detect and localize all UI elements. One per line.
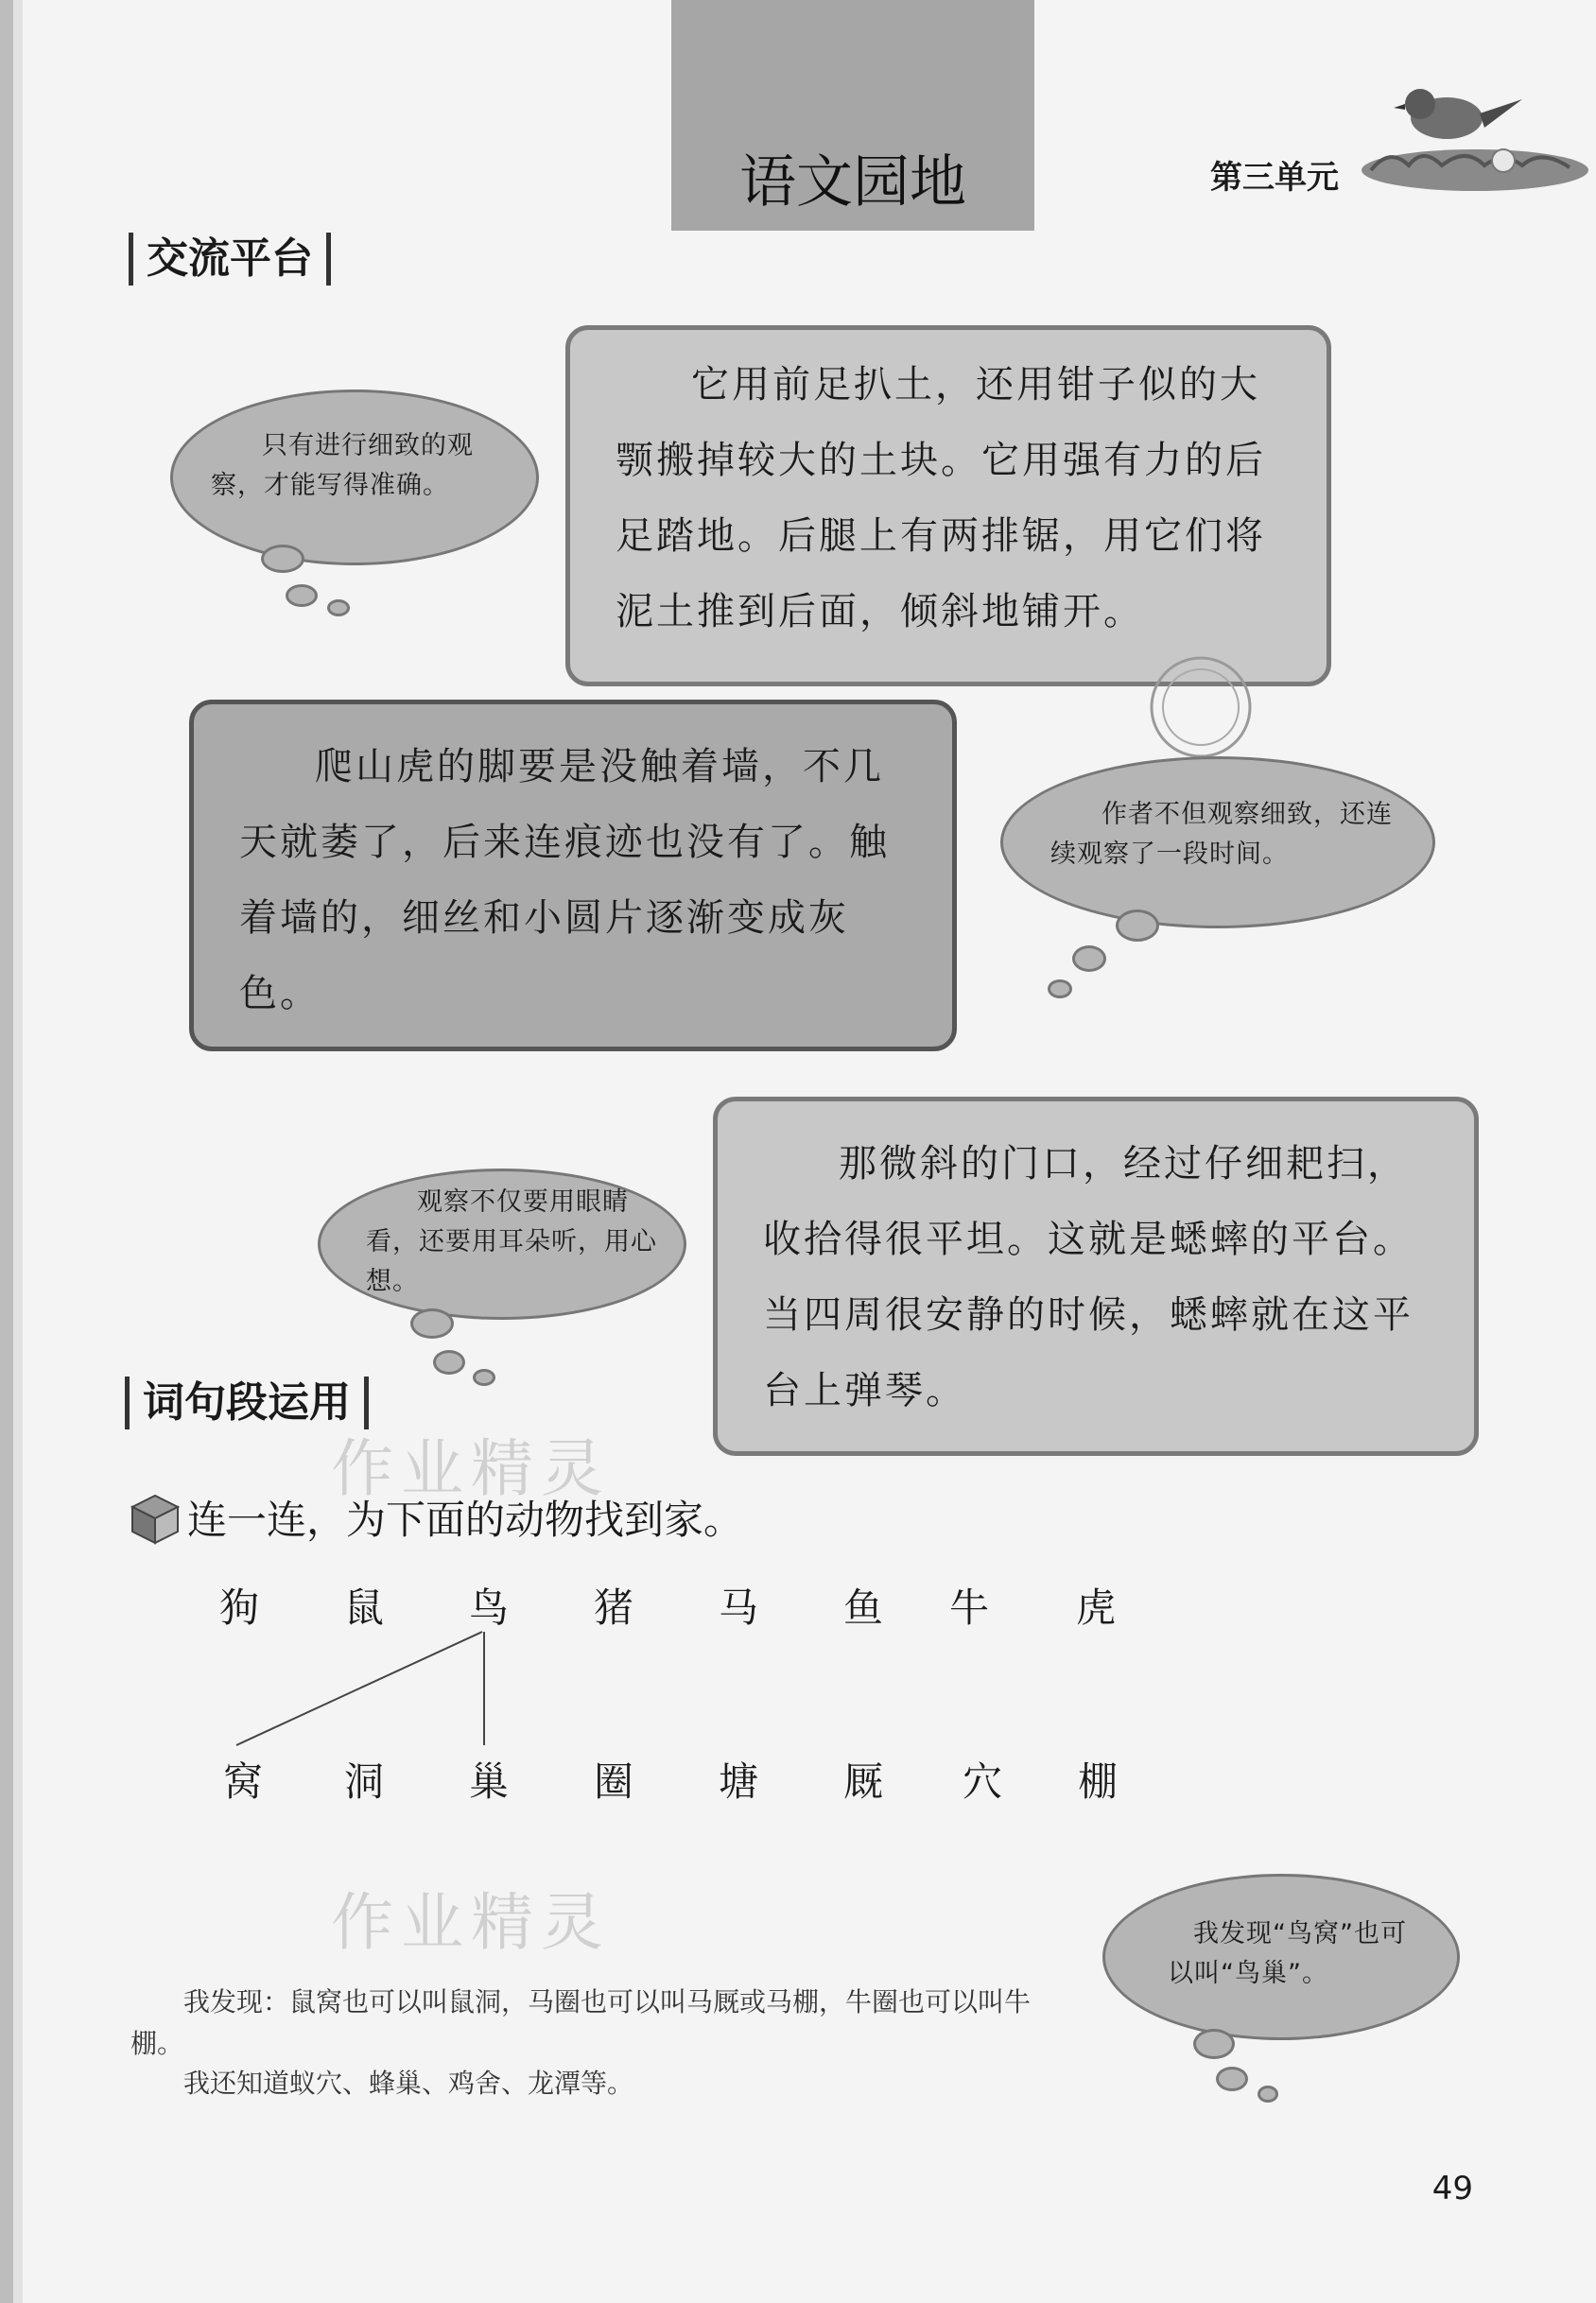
- animal-pig[interactable]: 猪: [594, 1584, 634, 1631]
- animal-bird[interactable]: 鸟: [469, 1584, 510, 1631]
- section-heading-usage: 词句段运用: [125, 1377, 369, 1429]
- thought-bubble-dot: [1258, 2086, 1278, 2103]
- unit-label: 第三单元: [1210, 159, 1339, 197]
- animal-mouse[interactable]: 鼠: [344, 1584, 385, 1631]
- quote-box-2: 爬山虎的脚要是没触着墙，不几天就萎了，后来连痕迹也没有了。触着墙的，细丝和小圆片逐渐变成灰色。: [189, 700, 957, 1051]
- home-cave[interactable]: 穴: [963, 1758, 1003, 1805]
- home-shed[interactable]: 棚: [1078, 1758, 1119, 1805]
- thought-bubble-dot: [1216, 2067, 1248, 2091]
- quote-box-1: 它用前足扒土，还用钳子似的大颚搬掉较大的土块。它用强有力的后足踏地。后腿上有两排锯，用它们将泥土推到后面，倾斜地铺开。: [565, 325, 1331, 686]
- animal-dog[interactable]: 狗: [219, 1584, 260, 1631]
- home-pen[interactable]: 圈: [594, 1758, 634, 1805]
- home-nest[interactable]: 窝: [223, 1758, 264, 1805]
- animal-tiger[interactable]: 虎: [1076, 1584, 1117, 1631]
- home-bird-nest[interactable]: 巢: [469, 1758, 510, 1805]
- thought-cloud-3: 观察不仅要用眼睛看，还要用耳朵听，用心想。: [318, 1169, 686, 1320]
- watermark: 作业精灵: [331, 1432, 611, 1505]
- watermark: 作业精灵: [331, 1886, 611, 1959]
- home-stable[interactable]: 厩: [843, 1758, 884, 1805]
- thought-cloud-1: 只有进行细致的观察，才能写得准确。: [170, 390, 539, 565]
- thought-cloud-4: 我发现“鸟窝”也可以叫“鸟巢”。: [1102, 1874, 1460, 2040]
- quote-box-3: 那微斜的门口，经过仔细耙扫，收拾得很平坦。这就是蟋蟀的平台。当四周很安静的时候，蟋蟀就在这平台上弹琴。: [713, 1097, 1479, 1456]
- animal-horse[interactable]: 马: [719, 1584, 759, 1631]
- thought-cloud-2: 作者不但观察细致，还连续观察了一段时间。: [1000, 756, 1435, 928]
- page-number: 49: [1431, 2170, 1473, 2208]
- discovery-note: 我发现：鼠窝也可以叫鼠洞，马圈也可以叫马厩或马棚，牛圈也可以叫牛棚。: [130, 1986, 1032, 2059]
- animal-fish[interactable]: 鱼: [843, 1584, 884, 1631]
- home-pond[interactable]: 塘: [719, 1758, 759, 1805]
- exercise-instruction: 连一连，为下面的动物找到家。: [187, 1497, 744, 1543]
- thought-bubble-dot: [1193, 2029, 1235, 2059]
- knowledge-note: 我还知道蚁穴、蜂巢、鸡舍、龙潭等。: [183, 2068, 634, 2099]
- page-title: 语文园地: [739, 149, 966, 216]
- animal-cow[interactable]: 牛: [949, 1584, 990, 1631]
- home-hole[interactable]: 洞: [344, 1758, 385, 1805]
- section-heading-exchange: 交流平台: [129, 233, 331, 286]
